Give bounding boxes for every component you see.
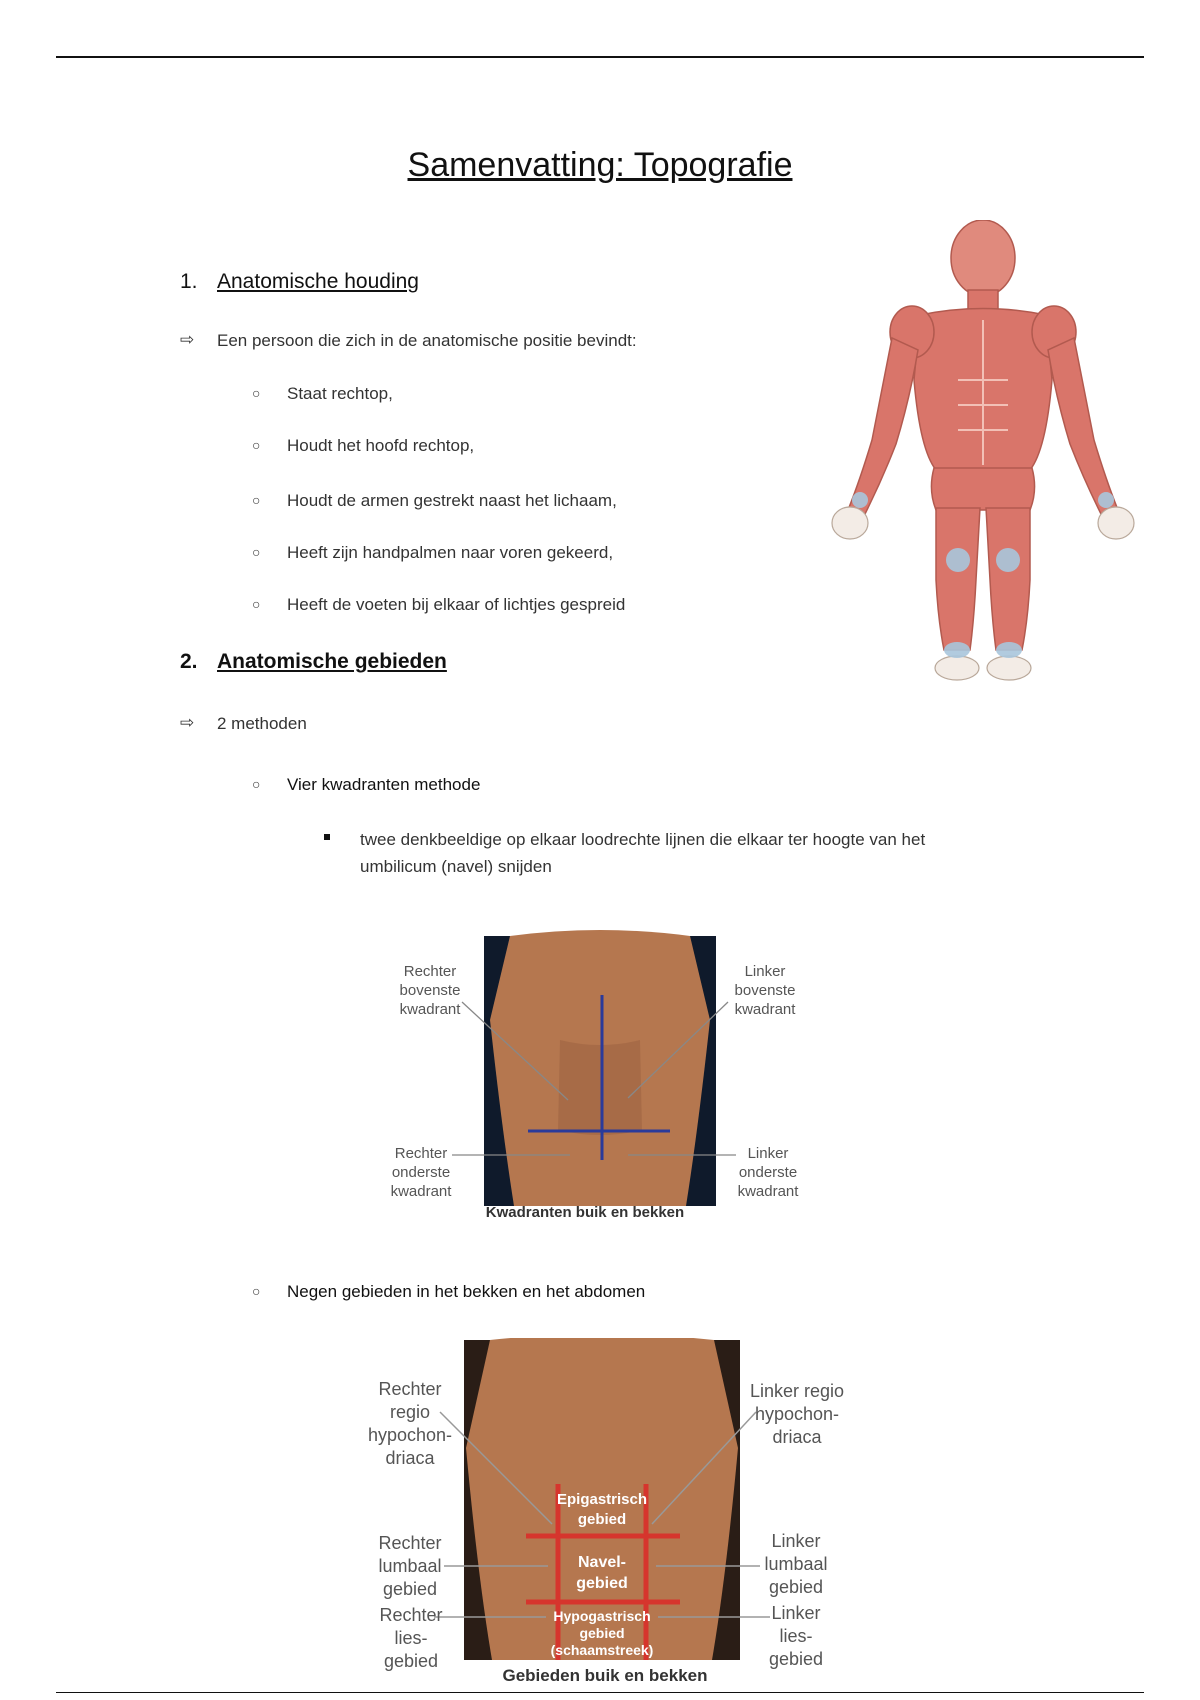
circle-bullet-icon: ○: [252, 1283, 261, 1299]
regions-caption: Gebieden buik en bekken: [502, 1666, 708, 1685]
label-rechter-hypochondriaca: Rechter regio hypochon- driaca: [367, 1379, 453, 1468]
section-1-number: 1.: [180, 270, 198, 293]
label-linker-lumbaal: Linker lumbaal gebied: [764, 1531, 828, 1597]
circle-bullet-icon: ○: [252, 437, 261, 453]
quadrants-figure: [380, 930, 810, 1230]
circle-bullet-icon: ○: [252, 492, 261, 508]
label-hypogastrisch: Hypogastrisch gebied (schaamstreek): [550, 1608, 654, 1658]
label-linker-onderste: Linker onderste kwadrant: [737, 1145, 799, 1200]
arrow-right-icon: ⇨: [180, 330, 195, 349]
section-2-title: Anatomische gebieden: [217, 650, 447, 673]
quadrants-caption: Kwadranten buik en bekken: [485, 1204, 685, 1221]
circle-bullet-icon: ○: [252, 544, 261, 560]
section-2-number: 2.: [180, 650, 198, 673]
circle-bullet-icon: ○: [252, 776, 261, 792]
label-linker-lies: Linker lies- gebied: [768, 1603, 824, 1669]
regions-figure: [340, 1338, 860, 1690]
label-rechter-lies: Rechter lies- gebied: [379, 1605, 443, 1671]
label-navel: Navel- gebied: [576, 1554, 628, 1592]
circle-bullet-icon: ○: [252, 596, 261, 612]
arrow-right-icon: ⇨: [180, 713, 195, 732]
section-1-title: Anatomische houding: [217, 270, 419, 293]
label-rechter-lumbaal: Rechter lumbaal gebied: [378, 1533, 442, 1599]
page-title: Samenvatting: Topografie: [407, 146, 793, 184]
label-linker-bovenste: Linker bovenste kwadrant: [734, 963, 796, 1018]
circle-bullet-icon: ○: [252, 385, 261, 401]
top-rule: [56, 56, 1144, 58]
label-linker-hypochondriaca: Linker regio hypochon- driaca: [749, 1381, 845, 1447]
label-rechter-bovenste: Rechter bovenste kwadrant: [399, 963, 461, 1018]
muscle-figure-illustration: [820, 220, 1145, 685]
square-bullet-icon: [324, 834, 330, 840]
bottom-rule: [56, 1692, 1144, 1693]
label-rechter-onderste: Rechter onderste kwadrant: [390, 1145, 452, 1200]
label-epigastrisch: Epigastrisch gebied: [556, 1491, 648, 1528]
